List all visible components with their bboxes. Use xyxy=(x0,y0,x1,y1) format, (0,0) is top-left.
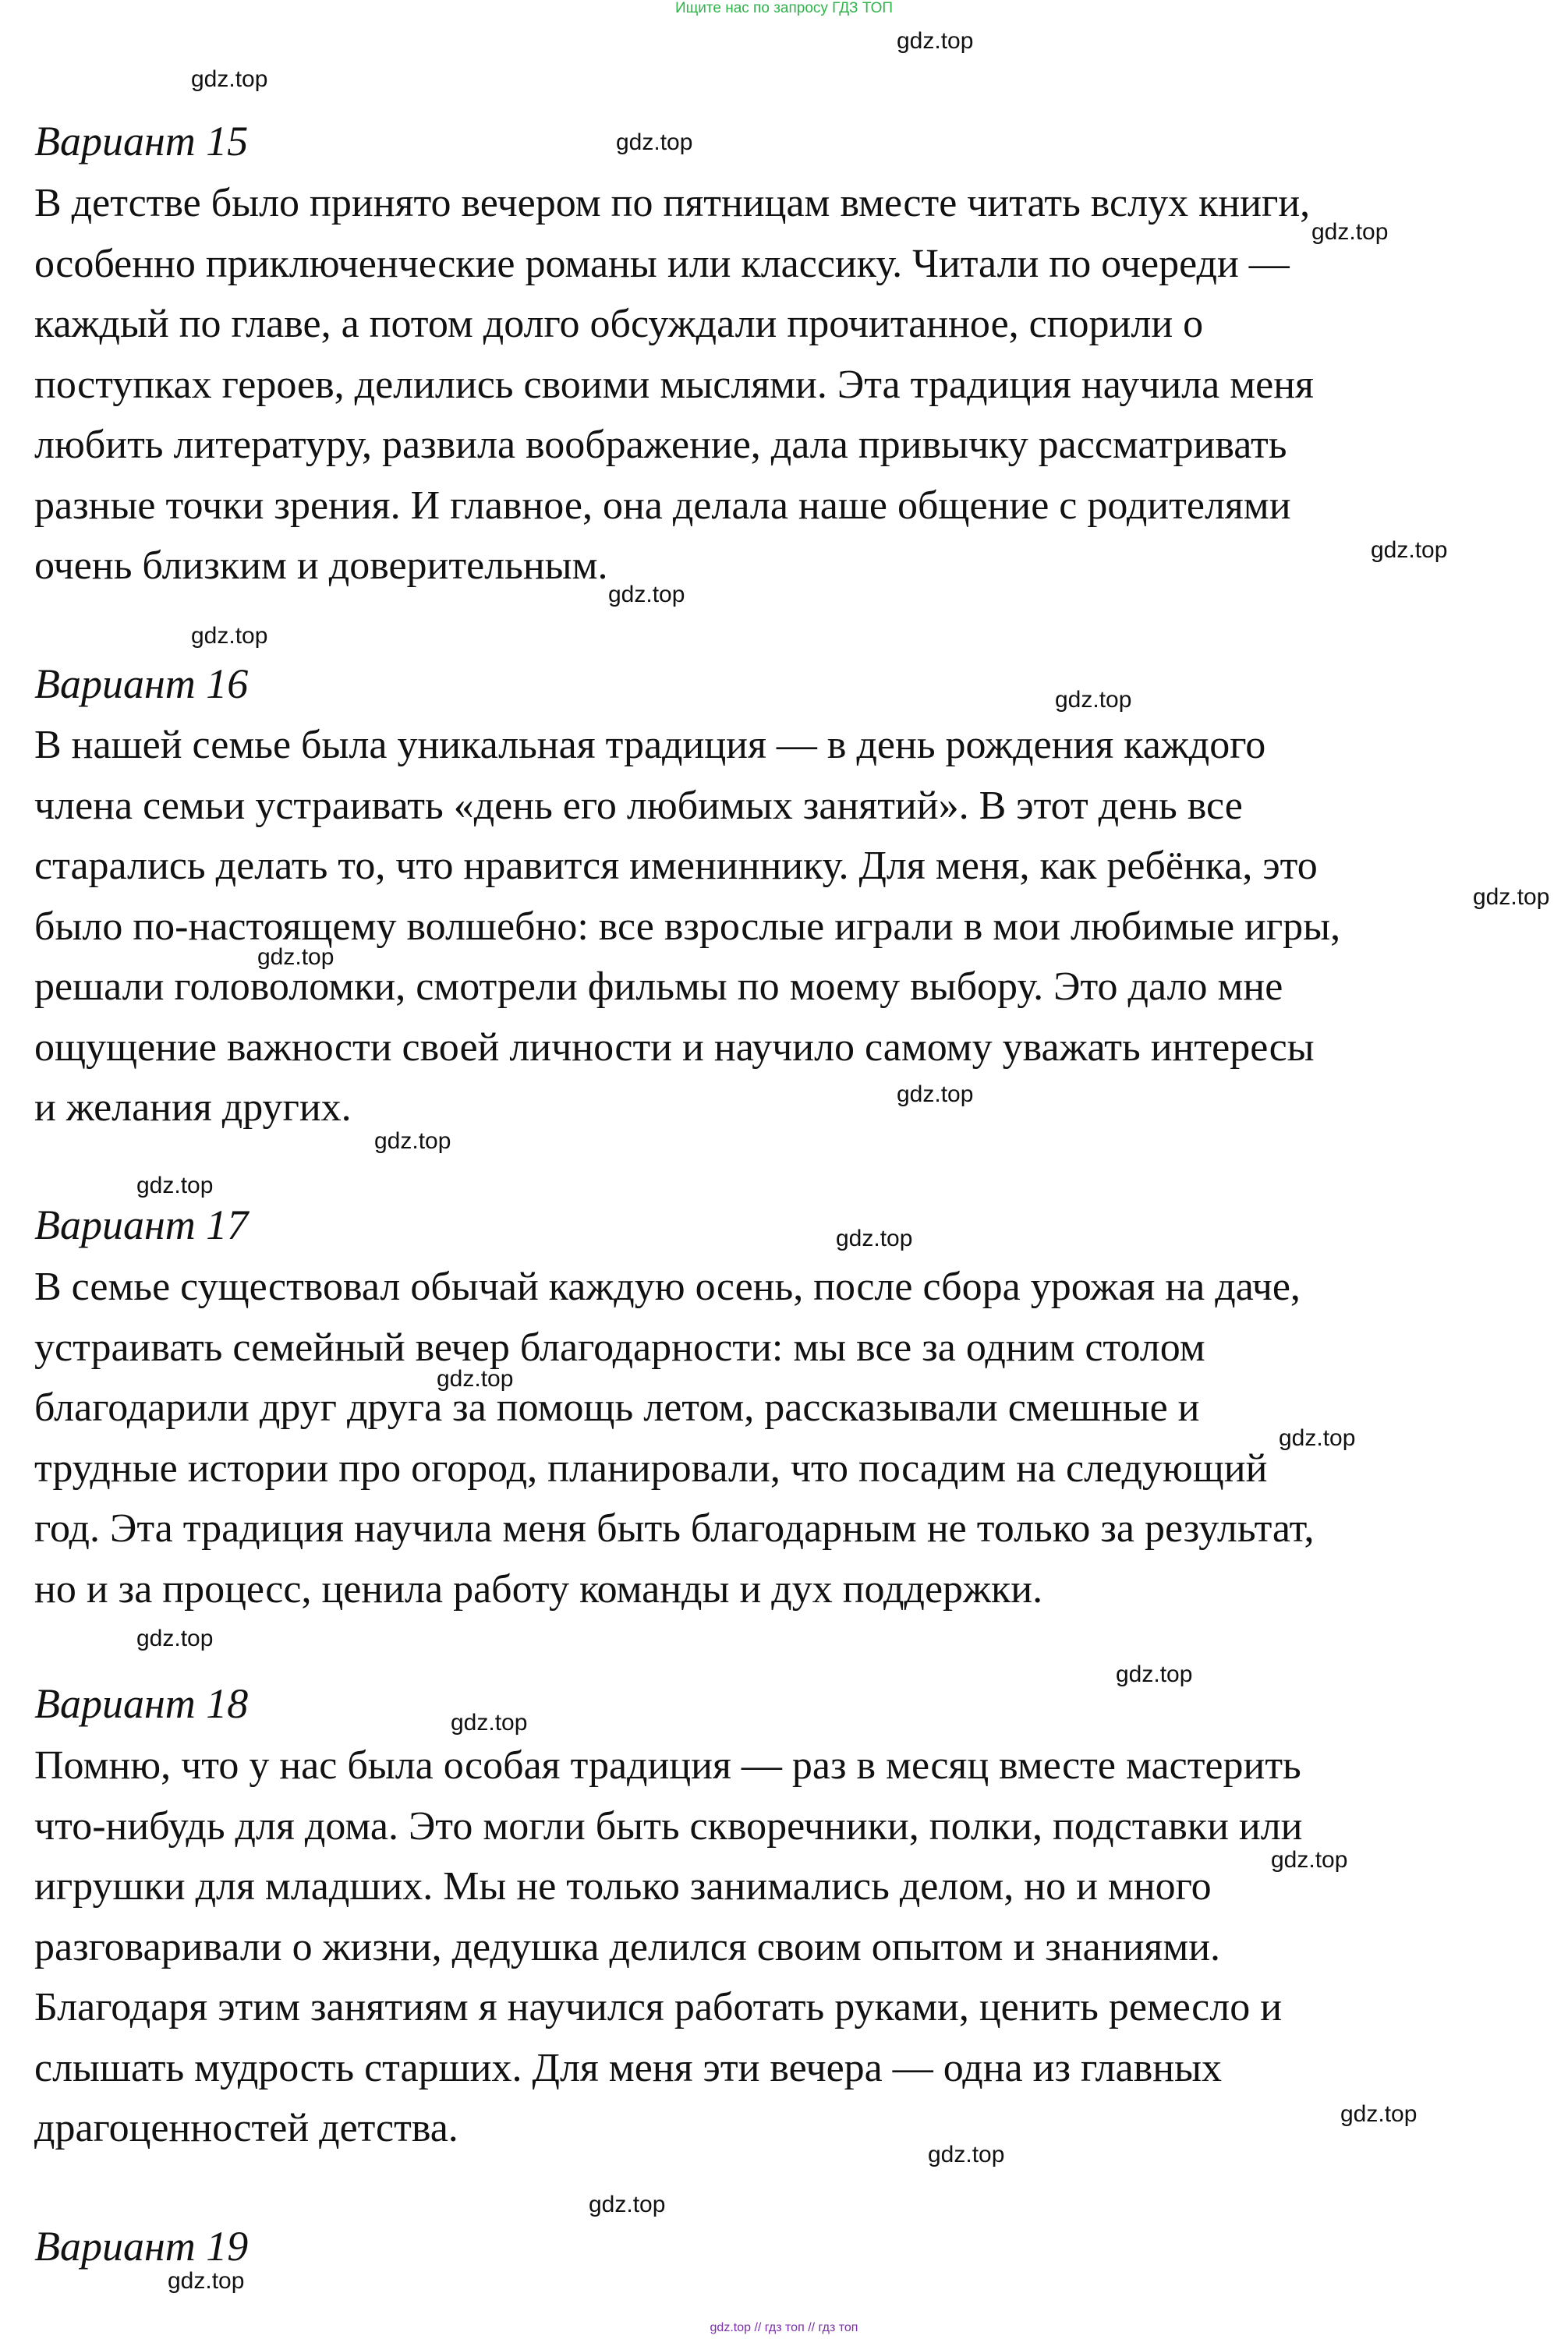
paragraph-line: любить литературу, развила воображение, дала привычку рассматривать xyxy=(34,423,1287,467)
paragraph-line: старались делать то, что нравится имениннику. Для меня, как ребёнка, это xyxy=(34,844,1318,888)
watermark: gdz.top xyxy=(437,1366,514,1392)
variant-heading: Вариант 18 xyxy=(34,1680,249,1727)
paragraph-line: и желания других. xyxy=(34,1085,352,1130)
paragraph-line: слышать мудрость старших. Для меня эти вечера — одна из главных xyxy=(34,2045,1223,2090)
variant-paragraph xyxy=(34,173,1531,596)
watermark: gdz.top xyxy=(1116,1661,1193,1687)
watermark: gdz.top xyxy=(836,1226,913,1251)
watermark: gdz.top xyxy=(257,944,334,970)
watermark: gdz.top xyxy=(897,1081,974,1107)
paragraph-line: драгоценностей детства. xyxy=(34,2106,458,2150)
variant-paragraph xyxy=(34,1736,1531,2159)
watermark: gdz.top xyxy=(451,1710,528,1736)
paragraph-line: что-нибудь для дома. Это могли быть скворечники, полки, подставки или xyxy=(34,1803,1303,1849)
watermark: gdz.top xyxy=(168,2268,245,2294)
paragraph-line: благодарили друг друга за помощь летом, рассказывали смешные и xyxy=(34,1385,1200,1430)
paragraph-line: разные точки зрения. И главное, она делала наше общение с родителями xyxy=(34,483,1291,528)
watermark: gdz.top xyxy=(1371,537,1448,563)
paragraph-line: но и за процесс, ценила работу команды и дух поддержки. xyxy=(34,1566,1043,1612)
paragraph-line: В семье существовал обычай каждую осень, после сбора урожая на даче, xyxy=(34,1265,1301,1309)
watermark: gdz.top xyxy=(897,28,974,54)
paragraph-line: В нашей семье была уникальная традиция — в день рождения каждого xyxy=(34,723,1266,767)
top-banner: Ищите нас по запросу ГДЗ ТОП xyxy=(674,0,894,16)
variant-heading: Вариант 15 xyxy=(34,118,249,165)
variant-heading: Вариант 19 xyxy=(34,2223,249,2270)
watermark: gdz.top xyxy=(1055,687,1132,713)
variant-heading: Вариант 16 xyxy=(34,660,249,707)
watermark: gdz.top xyxy=(616,129,693,155)
variant-paragraph xyxy=(34,715,1531,1138)
paragraph-line: трудные истории про огород, планировали, что посадим на следующий xyxy=(34,1446,1268,1491)
watermark: gdz.top xyxy=(374,1128,451,1154)
paragraph-line: было по-настоящему волшебно: все взрослые играли в мои любимые игры, xyxy=(34,904,1341,949)
variant-paragraph xyxy=(34,1257,1531,1619)
paragraph-line: разговаривали о жизни, дедушка делился своим опытом и знаниями. xyxy=(34,1924,1221,1969)
watermark: gdz.top xyxy=(1311,219,1389,245)
watermark: gdz.top xyxy=(1271,1847,1348,1873)
watermark: gdz.top xyxy=(608,582,685,607)
watermark: gdz.top xyxy=(191,623,268,649)
paragraph-line: устраивать семейный вечер благодарности: мы все за одним столом xyxy=(34,1325,1205,1370)
paragraph-line: В детстве было принято вечером по пятницам вместе читать вслух книги, xyxy=(34,181,1311,225)
watermark: gdz.top xyxy=(136,1626,214,1651)
paragraph-line: решали головоломки, смотрели фильмы по моему выбору. Это дало мне xyxy=(34,964,1283,1009)
watermark: gdz.top xyxy=(1279,1425,1356,1451)
footer-links[interactable]: gdz.top // гдз топ // гдз топ xyxy=(710,2321,858,2334)
variant-heading: Вариант 17 xyxy=(34,1201,249,1248)
paragraph-line: год. Эта традиция научила меня быть благодарным не только за результат, xyxy=(34,1506,1315,1551)
watermark: gdz.top xyxy=(928,2142,1005,2167)
paragraph-line: члена семьи устраивать «день его любимых занятий». В этот день все xyxy=(34,783,1243,828)
watermark: gdz.top xyxy=(589,2192,666,2217)
paragraph-line: особенно приключенческие романы или классику. Читали по очереди — xyxy=(34,241,1290,286)
watermark: gdz.top xyxy=(1473,884,1550,910)
paragraph-line: игрушки для младших. Мы не только занимались делом, но и много xyxy=(34,1864,1212,1909)
watermark: gdz.top xyxy=(1340,2101,1418,2127)
paragraph-line: каждый по главе, а потом долго обсуждали прочитанное, спорили о xyxy=(34,302,1204,346)
paragraph-line: ощущение важности своей личности и научило самому уважать интересы xyxy=(34,1024,1315,1070)
watermark: gdz.top xyxy=(136,1173,214,1198)
paragraph-line: поступках героев, делились своими мыслями. Эта традиция научила меня xyxy=(34,362,1314,407)
paragraph-line: очень близким и доверительным. xyxy=(34,543,608,588)
watermark: gdz.top xyxy=(191,66,268,92)
paragraph-line: Помню, что у нас была особая традиция — раз в месяц вместе мастерить xyxy=(34,1743,1301,1788)
paragraph-line: Благодаря этим занятиям я научился работать руками, ценить ремесло и xyxy=(34,1985,1283,2029)
